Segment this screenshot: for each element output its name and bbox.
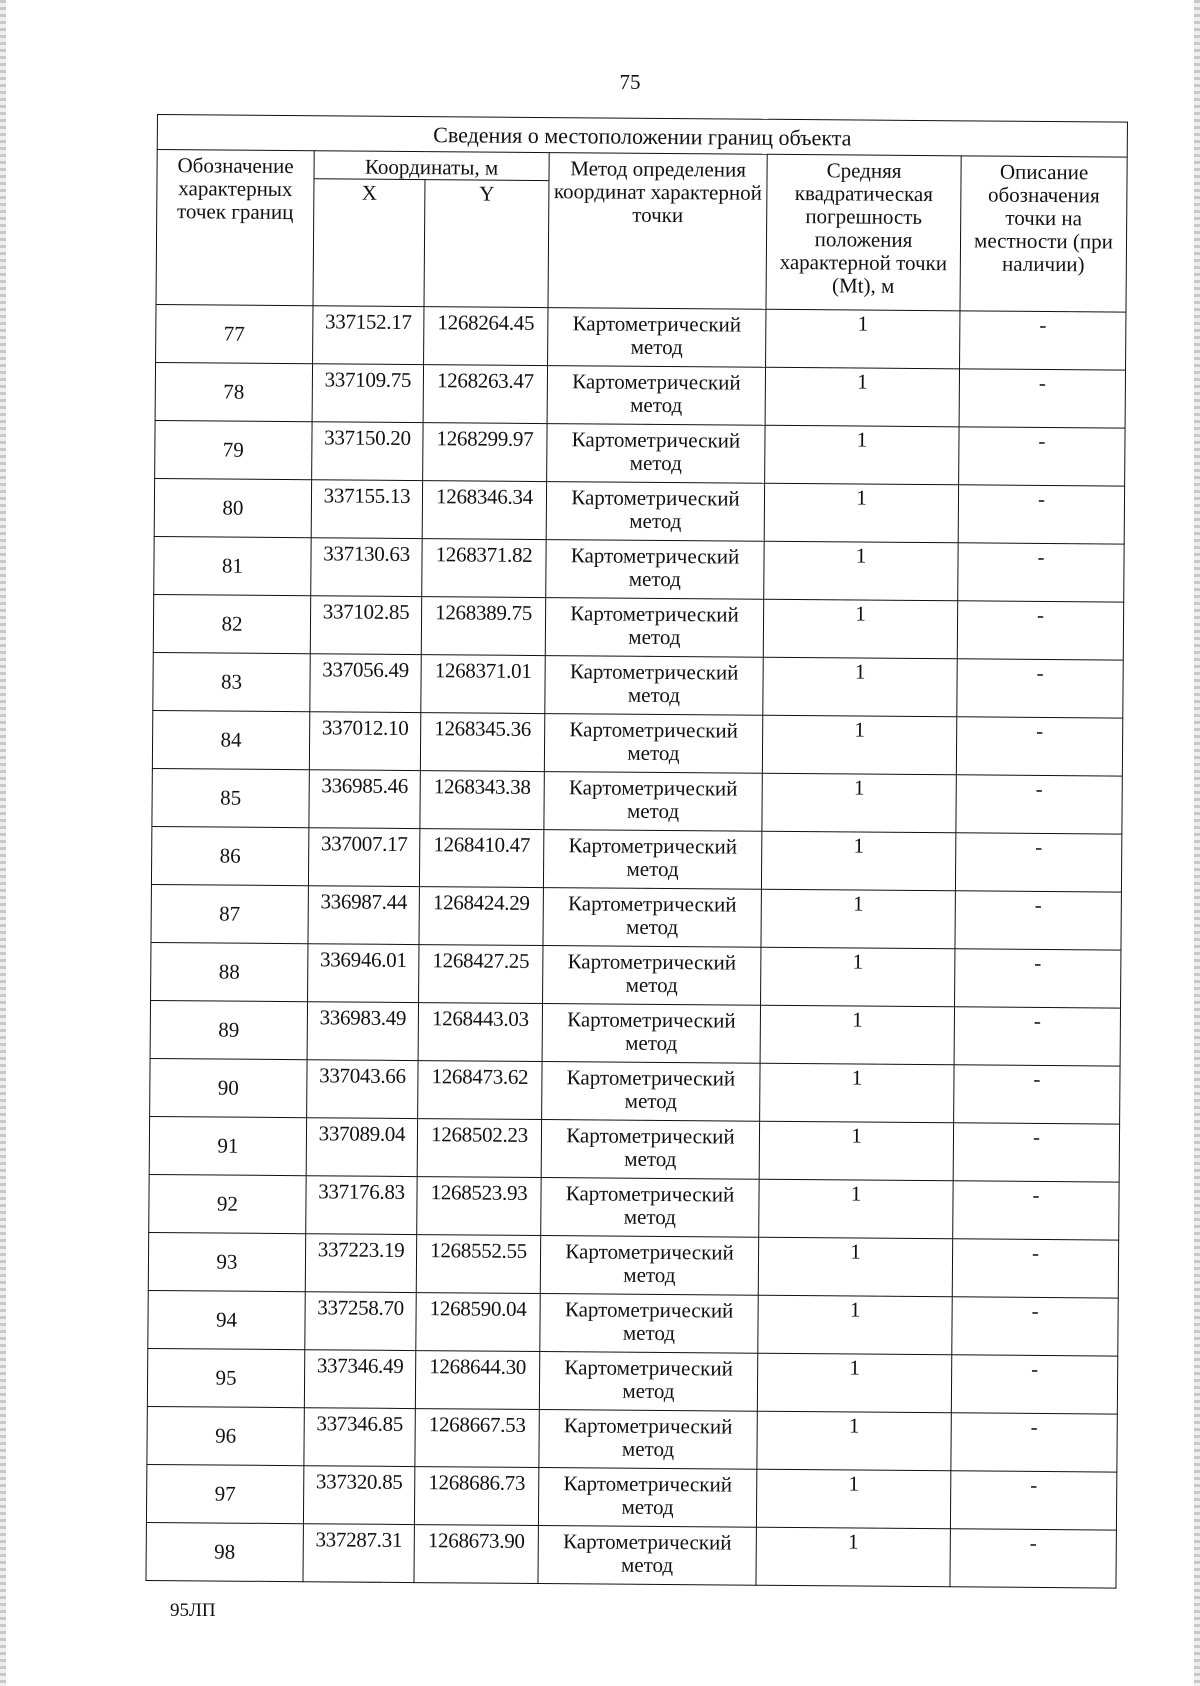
header-coordinates: Координаты, м (314, 151, 549, 181)
table-row (152, 710, 1122, 776)
description-cell: - (957, 601, 1123, 660)
description-cell: - (960, 311, 1126, 370)
method-cell: Картометрический метод (538, 1468, 756, 1528)
point-cell: 84 (152, 710, 309, 769)
table-row (148, 1290, 1118, 1356)
x-coordinate-cell: 337056.49 (310, 654, 421, 713)
y-coordinate-cell: 1268424.29 (419, 887, 543, 946)
error-cell: 1 (764, 483, 958, 543)
error-cell: 1 (763, 657, 957, 717)
table-row (154, 478, 1124, 544)
table-row (147, 1348, 1117, 1414)
point-cell: 80 (154, 478, 311, 537)
method-cell: Картометрический метод (540, 1236, 758, 1296)
y-coordinate-cell: 1268590.04 (416, 1293, 540, 1352)
description-cell: - (955, 833, 1121, 892)
description-cell: - (957, 659, 1123, 718)
point-cell: 82 (153, 594, 310, 653)
table-row (146, 1464, 1116, 1530)
table-title: Сведения о местоположении границ объекта (157, 115, 1127, 158)
y-coordinate-cell: 1268263.47 (423, 365, 547, 424)
method-cell: Картометрический метод (544, 772, 762, 832)
table-row (153, 652, 1123, 718)
header-x: X (313, 179, 425, 307)
description-cell: - (959, 427, 1125, 486)
description-cell: - (953, 1181, 1119, 1240)
header-points: Обозначение характерных точек границ (156, 150, 314, 306)
x-coordinate-cell: 337258.70 (305, 1292, 416, 1351)
x-coordinate-cell: 337155.13 (311, 480, 422, 539)
error-cell: 1 (762, 773, 956, 833)
table-row (149, 1116, 1119, 1182)
error-cell: 1 (762, 715, 956, 775)
error-cell: 1 (761, 947, 955, 1007)
y-coordinate-cell: 1268389.75 (421, 597, 545, 656)
table-row (152, 768, 1122, 834)
footer-code: 95ЛП (170, 1600, 216, 1621)
point-cell: 89 (150, 1000, 307, 1059)
y-coordinate-cell: 1268371.82 (422, 539, 546, 598)
x-coordinate-cell: 337007.17 (308, 828, 419, 887)
description-cell: - (950, 1529, 1116, 1588)
table-row (146, 1522, 1116, 1588)
error-cell: 1 (758, 1237, 952, 1297)
scan-left-edge (0, 0, 6, 1686)
y-coordinate-cell: 1268346.34 (422, 481, 546, 540)
x-coordinate-cell: 337109.75 (312, 364, 423, 423)
y-coordinate-cell: 1268644.30 (415, 1351, 539, 1410)
description-cell: - (950, 1471, 1116, 1530)
x-coordinate-cell: 337043.66 (307, 1060, 418, 1119)
table-row (151, 826, 1121, 892)
error-cell: 1 (760, 1063, 954, 1123)
table-body (146, 304, 1126, 1588)
description-cell: - (951, 1413, 1117, 1472)
y-coordinate-cell: 1268371.01 (421, 655, 545, 714)
x-coordinate-cell: 336987.44 (308, 886, 419, 945)
method-cell: Картометрический метод (539, 1352, 757, 1412)
method-cell: Картометрический метод (539, 1410, 757, 1470)
y-coordinate-cell: 1268410.47 (419, 829, 543, 888)
error-cell: 1 (764, 541, 958, 601)
error-cell: 1 (757, 1411, 951, 1471)
point-cell: 94 (148, 1290, 305, 1349)
table-row (150, 1000, 1120, 1066)
method-cell: Картометрический метод (542, 1062, 760, 1122)
method-cell: Картометрический метод (543, 888, 761, 948)
description-cell: - (956, 775, 1122, 834)
error-cell: 1 (757, 1353, 951, 1413)
point-cell: 97 (146, 1464, 303, 1523)
method-cell: Картометрический метод (547, 366, 765, 426)
x-coordinate-cell: 336983.49 (307, 1002, 418, 1061)
table-row (155, 420, 1125, 486)
table-row (148, 1232, 1118, 1298)
point-cell: 90 (150, 1058, 307, 1117)
error-cell: 1 (756, 1469, 950, 1529)
table-row (154, 536, 1124, 602)
table-row (155, 362, 1125, 428)
point-cell: 93 (148, 1232, 305, 1291)
method-cell: Картометрический метод (548, 308, 766, 368)
point-cell: 81 (154, 536, 311, 595)
table-row (156, 304, 1126, 370)
x-coordinate-cell: 337287.31 (303, 1524, 414, 1583)
point-cell: 78 (155, 362, 312, 421)
description-cell: - (951, 1355, 1117, 1414)
y-coordinate-cell: 1268667.53 (415, 1409, 539, 1468)
description-cell: - (958, 543, 1124, 602)
x-coordinate-cell: 336946.01 (308, 944, 419, 1003)
point-cell: 92 (149, 1174, 306, 1233)
x-coordinate-cell: 337223.19 (305, 1234, 416, 1293)
method-cell: Картометрический метод (546, 540, 764, 600)
table-row (151, 884, 1121, 950)
error-cell: 1 (758, 1295, 952, 1355)
description-cell: - (959, 369, 1125, 428)
point-cell: 77 (156, 304, 313, 363)
y-coordinate-cell: 1268686.73 (414, 1467, 538, 1526)
description-cell: - (954, 1007, 1120, 1066)
method-cell: Картометрический метод (538, 1526, 756, 1586)
description-cell: - (956, 717, 1122, 776)
description-cell: - (955, 949, 1121, 1008)
y-coordinate-cell: 1268343.38 (420, 771, 544, 830)
x-coordinate-cell: 337346.85 (304, 1408, 415, 1467)
method-cell: Картометрический метод (545, 656, 763, 716)
error-cell: 1 (761, 889, 955, 949)
description-cell: - (955, 891, 1121, 950)
method-cell: Картометрический метод (540, 1294, 758, 1354)
point-cell: 95 (147, 1348, 304, 1407)
error-cell: 1 (766, 309, 960, 369)
error-cell: 1 (765, 367, 959, 427)
x-coordinate-cell: 337346.49 (304, 1350, 415, 1409)
point-cell: 87 (151, 884, 308, 943)
y-coordinate-cell: 1268673.90 (414, 1525, 538, 1584)
description-cell: - (952, 1239, 1118, 1298)
description-cell: - (958, 485, 1124, 544)
point-cell: 86 (151, 826, 308, 885)
table-row (149, 1174, 1119, 1240)
x-coordinate-cell: 336985.46 (309, 770, 420, 829)
table-row (153, 594, 1123, 660)
x-coordinate-cell: 337089.04 (306, 1118, 417, 1177)
error-cell: 1 (761, 831, 955, 891)
description-cell: - (954, 1065, 1120, 1124)
table-row (150, 1058, 1120, 1124)
description-cell: - (953, 1123, 1119, 1182)
error-cell: 1 (759, 1179, 953, 1239)
point-cell: 88 (151, 942, 308, 1001)
error-cell: 1 (765, 425, 959, 485)
error-cell: 1 (756, 1527, 950, 1587)
scan-right-edge (1194, 0, 1200, 1686)
method-cell: Картометрический метод (547, 424, 765, 484)
table-row (147, 1406, 1117, 1472)
y-coordinate-cell: 1268443.03 (418, 1003, 542, 1062)
x-coordinate-cell: 337012.10 (309, 712, 420, 771)
y-coordinate-cell: 1268345.36 (420, 713, 544, 772)
y-coordinate-cell: 1268552.55 (416, 1235, 540, 1294)
method-cell: Картометрический метод (543, 946, 761, 1006)
error-cell: 1 (763, 599, 957, 659)
method-cell: Картометрический метод (542, 1004, 760, 1064)
y-coordinate-cell: 1268523.93 (417, 1177, 541, 1236)
header-description: Описание обозначения точки на местности (при наличии) (960, 156, 1127, 312)
method-cell: Картометрический метод (545, 598, 763, 658)
point-cell: 83 (153, 652, 310, 711)
error-cell: 1 (760, 1005, 954, 1065)
header-method: Метод определения координат характерной точки (548, 153, 767, 310)
method-cell: Картометрический метод (543, 830, 761, 890)
method-cell: Картометрический метод (541, 1178, 759, 1238)
y-coordinate-cell: 1268427.25 (419, 945, 543, 1004)
header-y: Y (424, 180, 549, 308)
method-cell: Картометрический метод (541, 1120, 759, 1180)
x-coordinate-cell: 337102.85 (310, 596, 421, 655)
x-coordinate-cell: 337150.20 (312, 422, 423, 481)
point-cell: 91 (149, 1116, 306, 1175)
description-cell: - (952, 1297, 1118, 1356)
page-number: 75 (619, 70, 641, 94)
x-coordinate-cell: 337152.17 (313, 306, 424, 365)
x-coordinate-cell: 337320.85 (303, 1466, 414, 1525)
method-cell: Картометрический метод (544, 714, 762, 774)
point-cell: 96 (147, 1406, 304, 1465)
point-cell: 79 (155, 420, 312, 479)
y-coordinate-cell: 1268502.23 (417, 1119, 541, 1178)
x-coordinate-cell: 337130.63 (311, 538, 422, 597)
header-error: Средняя квадратическая погрешность положения характерной точки (Mt), м (766, 154, 961, 311)
x-coordinate-cell: 337176.83 (306, 1176, 417, 1235)
y-coordinate-cell: 1268299.97 (423, 423, 547, 482)
method-cell: Картометрический метод (546, 482, 764, 542)
table-row (151, 942, 1121, 1008)
boundary-coordinates-table (145, 114, 1127, 1589)
point-cell: 98 (146, 1522, 303, 1581)
error-cell: 1 (759, 1121, 953, 1181)
y-coordinate-cell: 1268264.45 (424, 307, 548, 366)
point-cell: 85 (152, 768, 309, 827)
y-coordinate-cell: 1268473.62 (418, 1061, 542, 1120)
